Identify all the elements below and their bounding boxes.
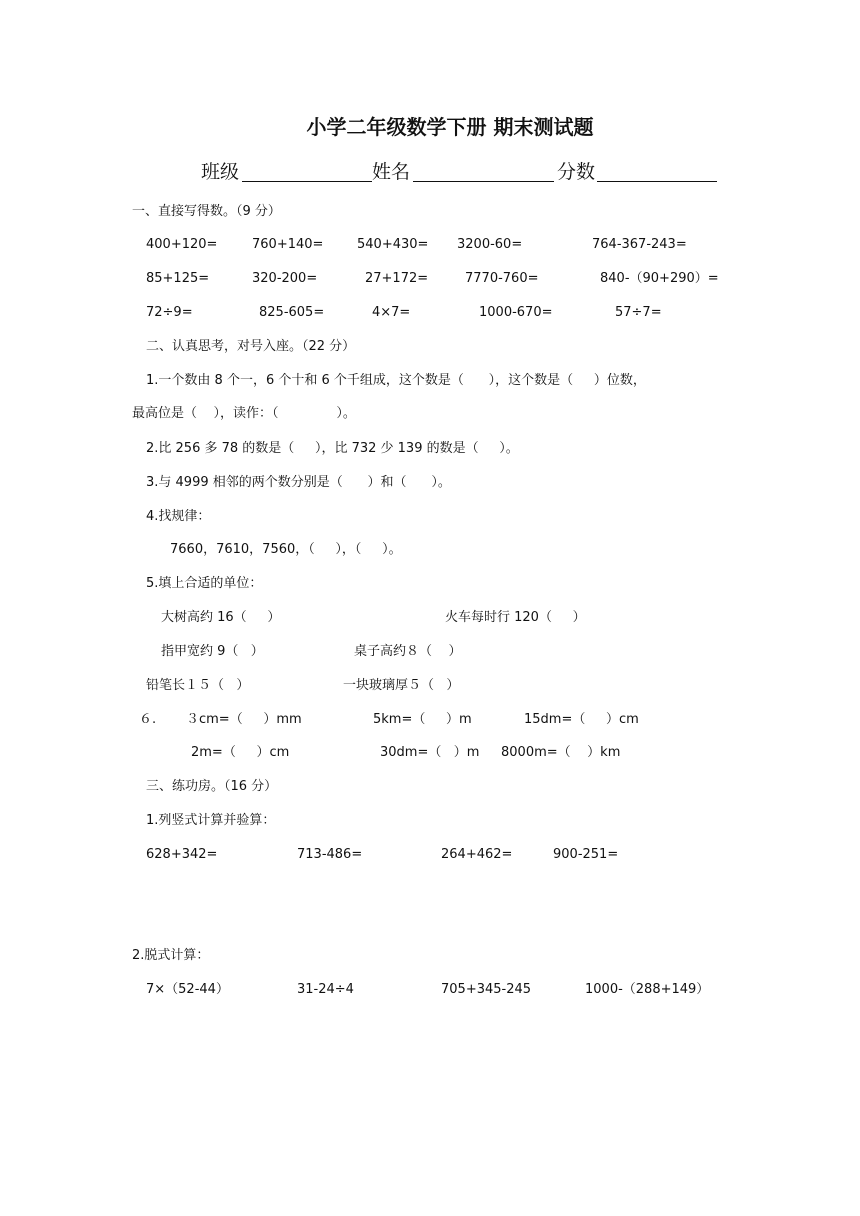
vertical-calc-item: 713-486=: [297, 847, 363, 862]
class-label: 班级: [201, 161, 240, 183]
calc-item: 840-（90+290）=: [600, 271, 719, 286]
calc-item: 760+140=: [252, 237, 324, 252]
question-4: 4.找规律：: [146, 509, 211, 524]
calc-item: 540+430=: [357, 237, 429, 252]
question-4-sequence: 7660，7610，7560，（ ），（ ）。: [170, 542, 402, 557]
score-blank[interactable]: [597, 181, 717, 182]
stepwise-calc-item: 705+345-245: [441, 982, 532, 997]
question-1-line-2: 最高位是（ ），读作：（ ）。: [132, 406, 356, 421]
vertical-calc-item: 264+462=: [441, 847, 513, 862]
calc-item: 72÷9=: [146, 305, 193, 320]
vertical-calc-item: 628+342=: [146, 847, 218, 862]
conversion-item: ３cm=（ ）mm: [186, 712, 302, 727]
calc-item: 27+172=: [365, 271, 429, 286]
unit-item: 一块玻璃厚５（ ）: [343, 678, 460, 693]
conversion-item: 8000m=（ ）km: [501, 745, 621, 760]
question-5: 5.填上合适的单位：: [146, 576, 263, 591]
unit-item: 指甲宽约 9（ ）: [161, 644, 264, 659]
calc-item: 764-367-243=: [592, 237, 687, 252]
stepwise-calc-item: 1000-（288+149）: [585, 982, 710, 997]
calc-item: 7770-760=: [465, 271, 539, 286]
calc-item: 4×7=: [372, 305, 411, 320]
section-3-question-1: 1.列竖式计算并验算：: [146, 813, 276, 828]
vertical-calc-item: 900-251=: [553, 847, 619, 862]
unit-item: 铅笔长１５（ ）: [146, 678, 250, 693]
unit-item: 火车每时行 120（ ）: [445, 610, 586, 625]
name-blank[interactable]: [413, 181, 554, 182]
conversion-item: 15dm=（ ）cm: [524, 712, 639, 727]
stepwise-calc-item: 31-24÷4: [297, 982, 354, 997]
calc-item: 3200-60=: [457, 237, 523, 252]
score-label: 分数: [557, 161, 596, 183]
unit-item: 大树高约 16（ ）: [161, 610, 281, 625]
question-3: 3.与 4999 相邻的两个数分别是（ ）和（ ）。: [146, 475, 451, 490]
page-title: 小学二年级数学下册 期末测试题: [306, 115, 594, 139]
section-3-question-2: 2.脱式计算：: [132, 948, 210, 963]
calc-item: 1000-670=: [479, 305, 553, 320]
name-label: 姓名: [372, 161, 411, 183]
section-2-heading: 二、认真思考，对号入座。（22 分）: [146, 339, 356, 354]
calc-item: 400+120=: [146, 237, 218, 252]
conversion-item: 2m=（ ）cm: [191, 745, 290, 760]
question-1-line-1: 1.一个数由 8 个一，6 个十和 6 个千组成，这个数是（ ），这个数是（ ）位数，: [146, 373, 646, 388]
section-1-heading: 一、直接写得数。（9 分）: [132, 204, 281, 219]
calc-item: 57÷7=: [615, 305, 662, 320]
conversion-item: 5km=（ ）m: [373, 712, 472, 727]
calc-item: 320-200=: [252, 271, 318, 286]
calc-item: 85+125=: [146, 271, 210, 286]
question-6-number: ６.: [139, 712, 157, 727]
stepwise-calc-item: 7×（52-44）: [146, 982, 229, 997]
question-2: 2.比 256 多 78 的数是（ ），比 732 少 139 的数是（ ）。: [146, 441, 519, 456]
unit-item: 桌子高约８（ ）: [354, 644, 462, 659]
section-3-heading: 三、练功房。（16 分）: [146, 779, 278, 794]
class-blank[interactable]: [242, 181, 372, 182]
calc-item: 825-605=: [259, 305, 325, 320]
conversion-item: 30dm=（ ）m: [380, 745, 480, 760]
